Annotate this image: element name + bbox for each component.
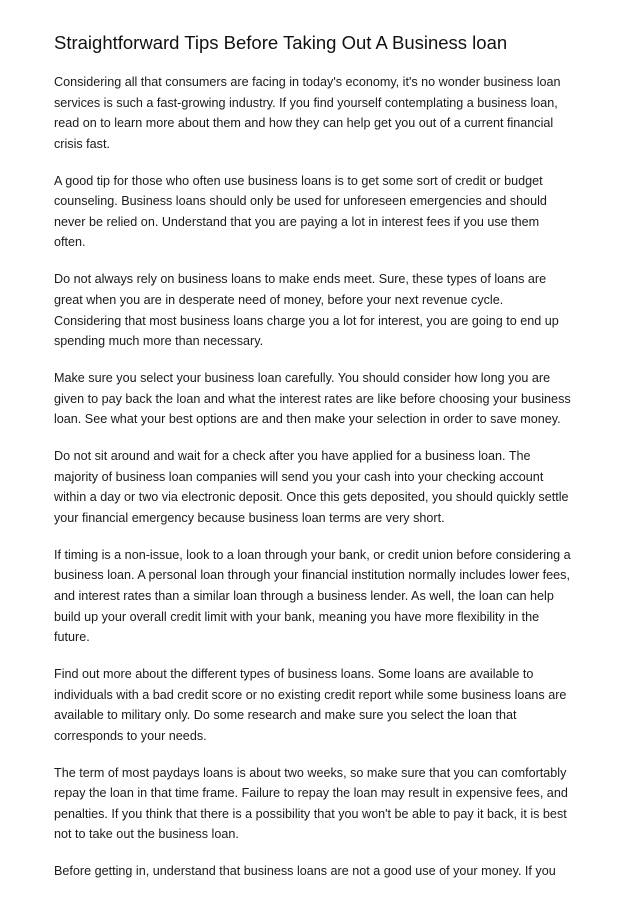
paragraph-line: majority of business loan companies will send you your cash into your checking account (54, 469, 544, 484)
document-page (54, 30, 588, 898)
paragraph-line: spending much more than necessary. (54, 334, 264, 349)
paragraph (54, 763, 588, 845)
paragraph (54, 446, 588, 528)
paragraph-line: Make sure you select your business loan carefully. You should consider how long you are (54, 371, 551, 386)
paragraph-line: and interest rates than a similar loan through a business lender. As well, the loan can help (54, 588, 554, 603)
paragraph-line: build up your overall credit limit with your bank, meaning you have more flexibility in the (54, 609, 540, 624)
paragraph-line: A good tip for those who often use business loans is to get some sort of credit or budget (54, 173, 543, 188)
paragraph (54, 368, 588, 430)
paragraph-line: business loan. A personal loan through your financial institution normally includes lower fees, (54, 568, 570, 583)
paragraph (54, 72, 588, 154)
paragraph-line: future. (54, 630, 90, 645)
paragraph-line: individuals with a bad credit score or no existing credit report while some business loans are (54, 687, 567, 702)
paragraph-line: available to military only. Do some research and make sure you select the loan that (54, 708, 517, 723)
paragraph-line: repay the loan in that time frame. Failure to repay the loan may result in expensive fees, and (54, 786, 568, 801)
paragraph-line: within a day or two via electronic deposit. Once this gets deposited, you should quickly settle (54, 490, 569, 505)
paragraph-line: If timing is a non-issue, look to a loan through your bank, or credit union before considering a (54, 547, 571, 562)
paragraph-line: Find out more about the different types of business loans. Some loans are available to (54, 667, 534, 682)
paragraph-line: Considering all that consumers are facing in today's economy, it's no wonder business loan (54, 75, 561, 89)
paragraph-line: Considering that most business loans charge you a lot for interest, you are going to end up (54, 313, 559, 328)
paragraph-line: crisis fast. (54, 136, 110, 151)
paragraph-line: often. (54, 235, 86, 250)
paragraph-line: never be relied on. Understand that you are paying a lot in interest fees if you use them (54, 214, 540, 229)
paragraph-line: Do not sit around and wait for a check after you have applied for a business loan. The (54, 449, 531, 464)
paragraph (54, 269, 588, 351)
paragraph-line: services is such a fast-growing industry. If you find yourself contemplating a business loan, (54, 95, 558, 110)
paragraph (54, 861, 588, 882)
paragraph-line: loan. See what your best options are and then make your selection in order to save money. (54, 412, 561, 427)
paragraph (54, 664, 588, 746)
paragraph-line: The term of most paydays loans is about two weeks, so make sure that you can comfortably (54, 765, 567, 780)
paragraph-line: read on to learn more about them and how they can help get you out of a current financial (54, 116, 554, 131)
paragraph-line: given to pay back the loan and what the interest rates are like before choosing your business (54, 391, 571, 406)
paragraph-line: Before getting in, understand that business loans are not a good use of your money. If you (54, 864, 556, 879)
paragraph-line: great when you are in desperate need of money, before your next revenue cycle. (54, 292, 504, 307)
paragraph-line: penalties. If you think that there is a possibility that you won't be able to pay it back, it is best (54, 806, 567, 821)
paragraph (54, 171, 588, 253)
paragraph-line: not to take out the business loan. (54, 827, 239, 842)
paragraph-line: Do not always rely on business loans to make ends meet. Sure, these types of loans are (54, 272, 547, 287)
paragraph-line: corresponds to your needs. (54, 728, 207, 743)
document-body (54, 72, 588, 882)
paragraph-line: counseling. Business loans should only be used for unforeseen emergencies and should (54, 194, 547, 209)
document-title: Straightforward Tips Before Taking Out A Business loan (54, 32, 508, 53)
paragraph-line: your financial emergency because business loan terms are very short. (54, 510, 445, 525)
paragraph (54, 545, 588, 648)
